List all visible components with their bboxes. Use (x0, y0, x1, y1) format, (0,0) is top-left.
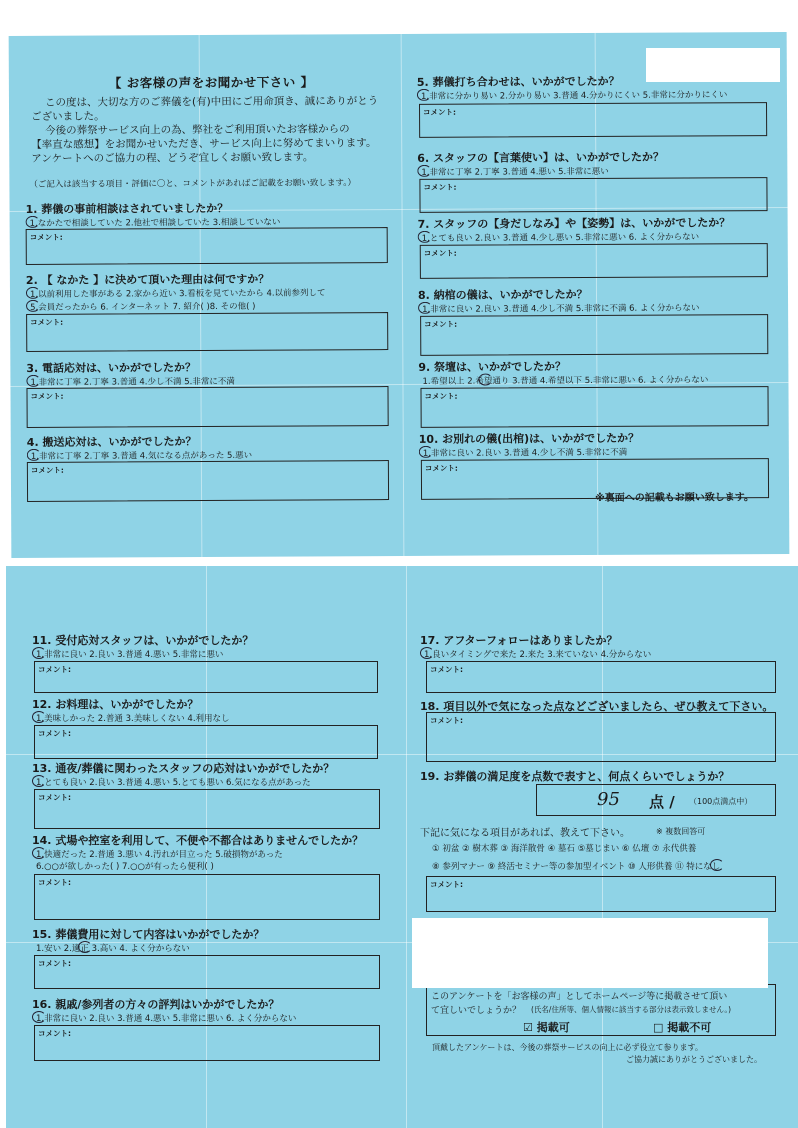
question-17: 17. アフターフォローはありましたか？ (420, 634, 618, 647)
answer-circle-3 (26, 375, 40, 387)
question-16: 16. 親戚/参列者の方々の評判はいかがでしたか？ (32, 998, 280, 1011)
comment-box-11[interactable]: コメント: (34, 661, 378, 693)
question-12-options: 1.美味しかった 2.普通 3.美味しくない 4.利用なし (36, 714, 230, 724)
back-side-note: ※裏面への記載もお願い致します。 (595, 492, 755, 504)
question-2: 2. 【 なかた 】に決めて頂いた理由は何ですか？ (25, 272, 270, 287)
survey-sheet-front (9, 32, 790, 558)
comment-box-3[interactable]: コメント: (26, 386, 388, 428)
question-14-options-line2: 6.○○が欲しかった( ) 7.○○が有ったら便利( ) (36, 862, 214, 872)
comment-box-2[interactable]: コメント: (26, 312, 388, 352)
footer-line2: ご協力誠にありがとうございました。 (626, 1055, 762, 1064)
question-9: 9. 祭壇は、いかがでしたか？ (418, 360, 567, 374)
question-18: 18. 項目以外で気になった点などございましたら、ぜひ教えて下さい。 (420, 700, 774, 713)
interest-question: 下記に気になる項目があれば、教えて下さい。 (420, 828, 630, 839)
answer-circle-13 (32, 775, 46, 787)
answer-circle-8 (418, 302, 432, 314)
answer-circle-7 (418, 231, 432, 243)
answer-circle-17 (420, 647, 434, 659)
comment-box-5[interactable]: コメント: (419, 102, 767, 138)
question-13: 13. 通夜/葬儀に関わったスタッフの応対はいかがでしたか？ (32, 762, 335, 775)
answer-circle-6 (417, 165, 431, 177)
question-17-options: 1.良いタイミングで来た 2.来た 3.来ていない 4.分からない (424, 650, 652, 660)
question-19: 19. お葬儀の満足度を点数で表すと、何点くらいでしょうか？ (420, 770, 730, 783)
comment-box-7[interactable]: コメント: (420, 243, 768, 279)
publish-ok-checkbox[interactable]: ☑ 掲載可 (523, 1021, 570, 1034)
question-2-options-line1: 1.以前利用した事がある 2.家から近い 3.看板を見ていたから 4.以前参列して (29, 288, 326, 300)
comment-box-10[interactable]: コメント: (421, 458, 769, 500)
question-12: 12. お料理は、いかがでしたか？ (32, 698, 199, 711)
question-10: 10. お別れの儀(出棺)は、いかがでしたか？ (418, 431, 640, 446)
answer-circle-12 (32, 711, 46, 723)
interest-options-line1: ① 初盆 ② 樹木葬 ③ 海洋散骨 ④ 墓石 ⑤墓じまい ⑥ 仏壇 ⑦ 永代供養 (432, 844, 697, 854)
question-14-options-line1: 1.快適だった 2.普通 3.悪い 4.汚れが目立った 5.破損物があった (36, 850, 283, 860)
score-value: 95 (597, 789, 620, 810)
question-4-options: 1.非常に丁寧 2.丁寧 3.普通 4.気になる点があった 5.悪い (30, 450, 253, 462)
question-6: 6. スタッフの【言葉使い】は、いかがでしたか？ (417, 150, 664, 165)
comment-box-9[interactable]: コメント: (420, 386, 768, 428)
question-10-options: 1.非常に良い 2.良い 3.普通 4.少し不満 5.非常に不満 (422, 447, 628, 459)
answer-circle-16 (32, 1011, 46, 1023)
answer-circle-4 (27, 449, 41, 461)
instruction-text: （ご記入は該当する項目・評価に〇と、コメントがあればご記載をお願い致します。） (29, 178, 357, 190)
question-1: 1. 葬儀の事前相談はされていましたか？ (25, 201, 229, 216)
answer-circle-11 (32, 647, 46, 659)
question-5-options: 1.非常に分かり易い 2.分かり易い 3.普通 4.分かりにくい 5.非常に分かりにくい (420, 90, 728, 102)
question-5: 5. 葬儀打ち合わせは、いかがでしたか？ (416, 74, 620, 89)
answer-circle-2b (26, 300, 40, 312)
answer-circle-14 (32, 847, 46, 859)
footer-line1: 頂戴したアンケートは、今後の葬祭サービスの向上に必ず役立て参ります。 (432, 1043, 703, 1052)
publish-ng-checkbox[interactable]: □ 掲載不可 (653, 1021, 712, 1034)
redacted-area-bottom (412, 918, 768, 988)
question-3: 3. 電話応対は、いかがでしたか？ (26, 361, 197, 375)
question-1-options: 1.なかたで相談していた 2.他社で相談していた 3.相談していない (29, 217, 281, 229)
question-3-options: 1.非常に丁寧 2.丁寧 3.普通 4.少し不満 5.非常に不満 (30, 376, 235, 388)
answer-circle-15 (78, 941, 92, 953)
survey-title: 【 お客様の声をお聞かせ下さい 】 (108, 74, 314, 91)
question-2-options-line2: 5.会員だったから 6. インターネット 7. 紹介( )8. その他( ) (30, 301, 256, 313)
question-7: 7. スタッフの【身だしなみ】や【姿勢】は、いかがでしたか？ (417, 216, 731, 231)
interest-multi-note: ※ 複数回答可 (656, 827, 706, 836)
question-15: 15. 葬儀費用に対して内容はいかがでしたか？ (32, 928, 265, 941)
answer-circle-2a (26, 287, 40, 299)
publish-privacy-note: (氏名/住所等、個人情報に該当する部分は表示致しません。) (531, 1005, 732, 1014)
comment-box-17[interactable]: コメント: (426, 661, 776, 693)
answer-circle-interest (710, 859, 724, 871)
interest-options-line2: ⑧ 参列マナー ⑨ 終活セミナー等の参加型イベント ⑩ 人形供養 ⑪ 特になし (432, 862, 721, 872)
score-unit-note: （100点満点中） (689, 797, 753, 806)
score-box[interactable] (536, 784, 776, 816)
question-14: 14. 式場や控室を利用して、不便や不都合はありませんでしたか？ (32, 834, 364, 847)
comment-box-1[interactable]: コメント: (26, 227, 388, 265)
question-6-options: 1.非常に丁寧 2.丁寧 3.普通 4.悪い 5.非常に悪い (421, 166, 609, 178)
comment-box-interest[interactable]: コメント: (426, 876, 776, 912)
intro-text: この度は、大切な方のご葬儀を(有)中田にご用命頂き、誠にありがとう ございました。 今後の葬祭サービス向上の為、弊社をご利用頂いたお客様からの 【率直な感想】をお聞かせいただき、サービス向上に努めてまいります。 アンケートへのご協力の程、どうぞ宜しくお願い致します。 (31, 95, 379, 165)
question-8-options: 1.非常に良い 2.良い 3.普通 4.少し不満 5.非常に不満 6. よく分からない (422, 303, 700, 315)
comment-box-6[interactable]: コメント: (419, 177, 767, 213)
question-13-options: 1.とても良い 2.良い 3.普通 4.悪い 5.とても悪い 6.気になる点があった (36, 778, 311, 788)
redacted-area-top (646, 48, 780, 82)
question-15-options: 1.安い 2.適正 3.高い 4. よく分からない (36, 944, 190, 954)
question-11: 11. 受付応対スタッフは、いかがでしたか？ (32, 634, 254, 647)
publish-question-line2: て宜しいでしょうか？ (431, 1006, 522, 1016)
comment-box-4[interactable]: コメント: (27, 460, 389, 502)
question-4: 4. 搬送応対は、いかがでしたか？ (26, 435, 197, 449)
answer-circle-9 (478, 374, 492, 386)
survey-sheet-back (6, 566, 798, 1128)
publish-consent-box (426, 984, 776, 1036)
comment-box-16[interactable]: コメント: (34, 1025, 380, 1061)
question-7-options: 1.とても良い 2.良い 3.普通 4.少し悪い 5.非常に悪い 6. よく分からない (421, 232, 700, 244)
comment-box-14[interactable]: コメント: (34, 874, 380, 920)
question-8: 8. 納棺の儀は、いかがでしたか？ (417, 288, 588, 302)
question-16-options: 1.非常に良い 2.良い 3.普通 4.悪い 5.非常に悪い 6. よく分からない (36, 1014, 297, 1024)
comment-box-13[interactable]: コメント: (34, 789, 380, 829)
comment-box-18[interactable]: コメント: (426, 712, 776, 762)
question-9-options: 1.希望以上 2.希望通り 3.普通 4.希望以下 5.非常に悪い 6. よく分からない (422, 375, 709, 387)
answer-circle-1 (26, 216, 40, 228)
comment-box-15[interactable]: コメント: (34, 955, 380, 989)
question-11-options: 1.非常に良い 2.良い 3.普通 4.悪い 5.非常に悪い (36, 650, 224, 660)
answer-circle-10 (419, 446, 433, 458)
score-unit: 点 / (649, 793, 675, 811)
comment-box-8[interactable]: コメント: (420, 314, 768, 356)
publish-question-line1: このアンケートを「お客様の声」としてホームページ等に掲載させて頂い (431, 992, 728, 1002)
answer-circle-5 (417, 89, 431, 101)
comment-box-12[interactable]: コメント: (34, 725, 378, 759)
